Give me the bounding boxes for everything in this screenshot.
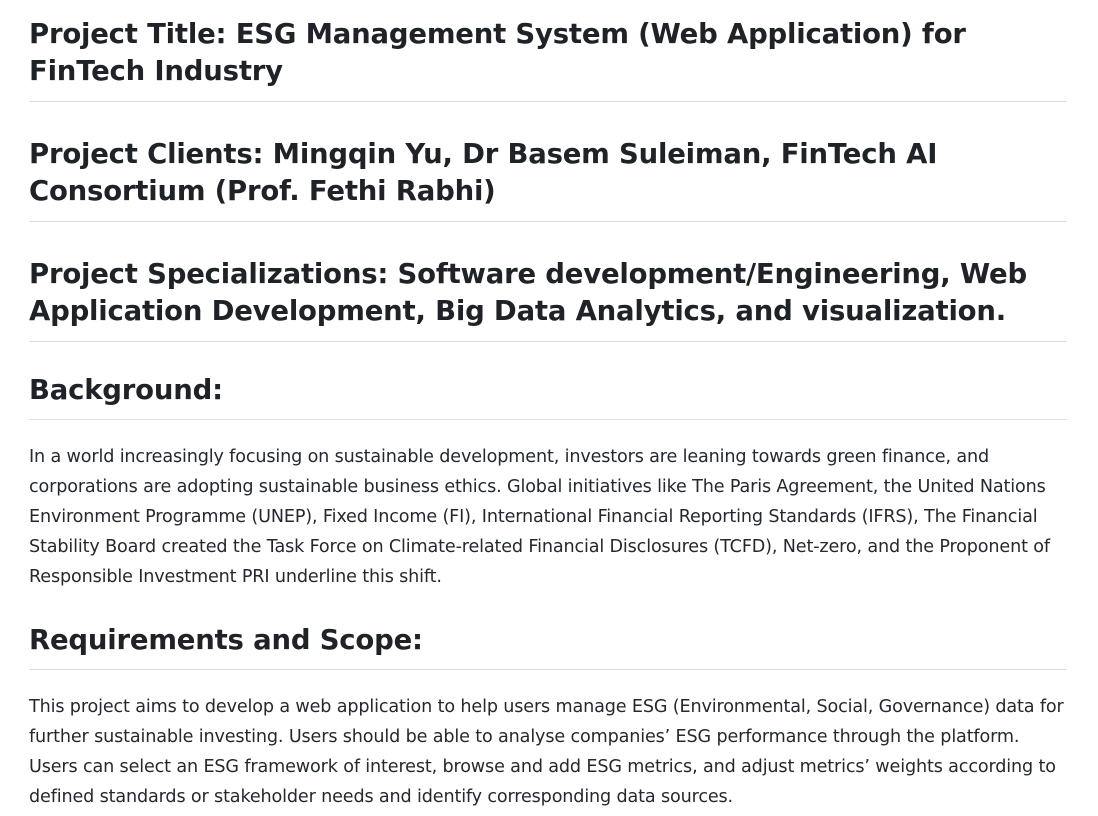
- project-clients-heading: Project Clients: Mingqin Yu, Dr Basem Suleiman, FinTech AI Consortium (Prof. Fethi Rabhi): [29, 136, 1067, 222]
- project-title-heading: Project Title: ESG Management System (Web Application) for FinTech Industry: [29, 16, 1067, 102]
- requirements-heading: Requirements and Scope:: [29, 622, 1067, 670]
- document: [29, 0, 1067, 812]
- background-heading: Background:: [29, 372, 1067, 420]
- requirements-paragraph: This project aims to develop a web application to help users manage ESG (Environmental, Social, Governance) data for further sustainable investing. Users should be able to analyse companies’ ESG performance through the platform. Users can select an ESG framework of interest, browse and add ESG metrics, and adjust metrics’ weights according to defined standards or stakeholder needs and identify corresponding data sources.: [29, 697, 1064, 807]
- background-paragraph: In a world increasingly focusing on sustainable development, investors are leaning towards green finance, and corporations are adopting sustainable business ethics. Global initiatives like The Paris Agreement, the United Nations Environment Programme (UNEP), Fixed Income (FI), International Financial Reporting Standards (IFRS), The Financial Stability Board created the Task Force on Climate-related Financial Disclosures (TCFD), Net-zero, and the Proponent of Responsible Investment PRI underline this shift.: [29, 447, 1050, 587]
- project-specializations-heading: Project Specializations: Software development/Engineering, Web Application Development, Big Data Analytics, and visualization.: [29, 256, 1067, 342]
